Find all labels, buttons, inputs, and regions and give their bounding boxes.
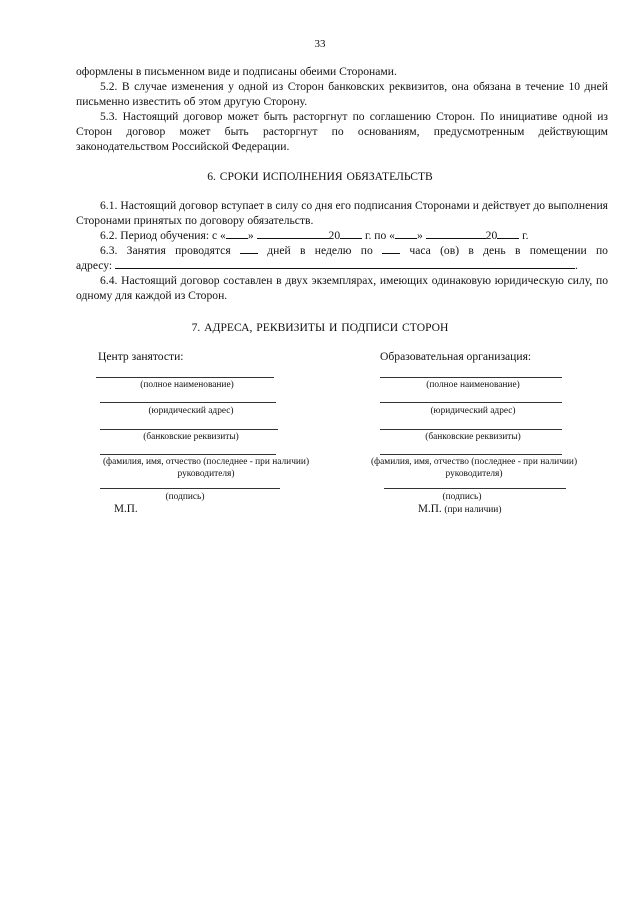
p63-part-c: часа (ов) в день в помещении по <box>409 244 608 257</box>
p63-part-e: . <box>575 259 578 272</box>
left-caption-fio: (фамилия, имя, отчество (последнее - при наличии) <box>102 457 310 467</box>
section-7-heading: 7. АДРЕСА, РЕКВИЗИТЫ И ПОДПИСИ СТОРОН <box>191 321 449 334</box>
right-line-address <box>380 402 562 403</box>
p63-part-d: адресу: <box>76 259 113 272</box>
blank-hours <box>382 243 400 254</box>
right-caption-name: (полное наименование) <box>426 380 520 390</box>
right-line-bank <box>380 429 562 430</box>
right-caption-signature: (подпись) <box>442 492 482 502</box>
paragraph-6-2 <box>76 228 608 243</box>
paragraph-6-3-line1 <box>76 243 608 258</box>
paragraph-5-2: 5.2. В случае изменения у одной из Сторон банковских реквизитов, она обязана в течение 10 дней письменно известить об этом другую Сторону. <box>76 80 608 108</box>
p62-part-c: 20 <box>328 229 341 242</box>
left-line-name <box>96 377 274 378</box>
left-line-signature <box>100 488 280 489</box>
blank-start-month <box>257 228 329 239</box>
p62-part-f: 20 <box>485 229 498 242</box>
left-line-address <box>100 402 276 403</box>
p62-part-g: г. <box>522 229 529 242</box>
right-stamp-place <box>418 503 501 515</box>
left-line-fio <box>100 454 276 455</box>
p63-part-b: дней в неделю по <box>267 244 373 257</box>
left-caption-bank: (банковские реквизиты) <box>143 432 239 442</box>
paragraph-5-3: 5.3. Настоящий договор может быть расторгнут по соглашению Сторон. По инициативе одной из Сторон договор может быть расторгнут по основаниям, предусмотренным действующим законодательством Российской Федерации. <box>76 110 608 153</box>
p62-part-d: г. по « <box>365 229 395 242</box>
section-5-text <box>76 64 608 154</box>
right-caption-fio-2: руководителя) <box>445 469 503 479</box>
blank-days <box>240 243 258 254</box>
left-caption-address: (юридический адрес) <box>148 406 234 416</box>
right-caption-address: (юридический адрес) <box>430 406 516 416</box>
left-stamp-place: М.П. <box>114 503 138 515</box>
blank-end-month <box>426 228 486 239</box>
blank-end-year <box>497 228 519 239</box>
paragraph-5-1-tail: оформлены в письменном виде и подписаны обеими Сторонами. <box>76 65 397 78</box>
right-stamp-note: (при наличии) <box>444 505 502 515</box>
right-line-signature <box>384 488 566 489</box>
right-party-title: Образовательная организация: <box>380 350 532 363</box>
left-caption-fio-2: руководителя) <box>177 469 235 479</box>
left-line-bank <box>100 429 278 430</box>
right-stamp-label: М.П. <box>418 503 442 515</box>
signature-block-educational-organization <box>356 350 616 530</box>
paragraph-6-3-line2 <box>76 258 608 273</box>
page-number: 33 <box>314 38 326 50</box>
right-line-fio <box>380 454 562 455</box>
p62-part-b: » <box>247 229 254 242</box>
section-6-text <box>76 198 608 303</box>
blank-start-year <box>340 228 362 239</box>
paragraph-6-1: 6.1. Настоящий договор вступает в силу со дня его подписания Сторонами и действует до выполнения Сторонами принятых по договору обязательств. <box>76 199 608 227</box>
paragraph-6-4: 6.4. Настоящий договор составлен в двух экземплярах, имеющих одинаковую юридическую силу, по одному для каждой из Сторон. <box>76 274 608 302</box>
p62-part-a: 6.2. Период обучения: с « <box>100 229 226 242</box>
blank-address <box>115 258 575 269</box>
blank-start-day <box>226 228 248 239</box>
right-caption-fio: (фамилия, имя, отчество (последнее - при наличии) <box>370 457 578 467</box>
p63-part-a: 6.3. Занятия проводятся <box>100 244 231 257</box>
signature-block-employment-center <box>96 350 356 530</box>
right-line-name <box>380 377 562 378</box>
left-party-title: Центр занятости: <box>98 350 184 363</box>
p62-part-e: » <box>416 229 423 242</box>
left-caption-name: (полное наименование) <box>140 380 234 390</box>
right-caption-bank: (банковские реквизиты) <box>425 432 521 442</box>
blank-end-day <box>395 228 417 239</box>
left-caption-signature: (подпись) <box>165 492 205 502</box>
section-6-heading: 6. СРОКИ ИСПОЛНЕНИЯ ОБЯЗАТЕЛЬСТВ <box>207 170 433 183</box>
